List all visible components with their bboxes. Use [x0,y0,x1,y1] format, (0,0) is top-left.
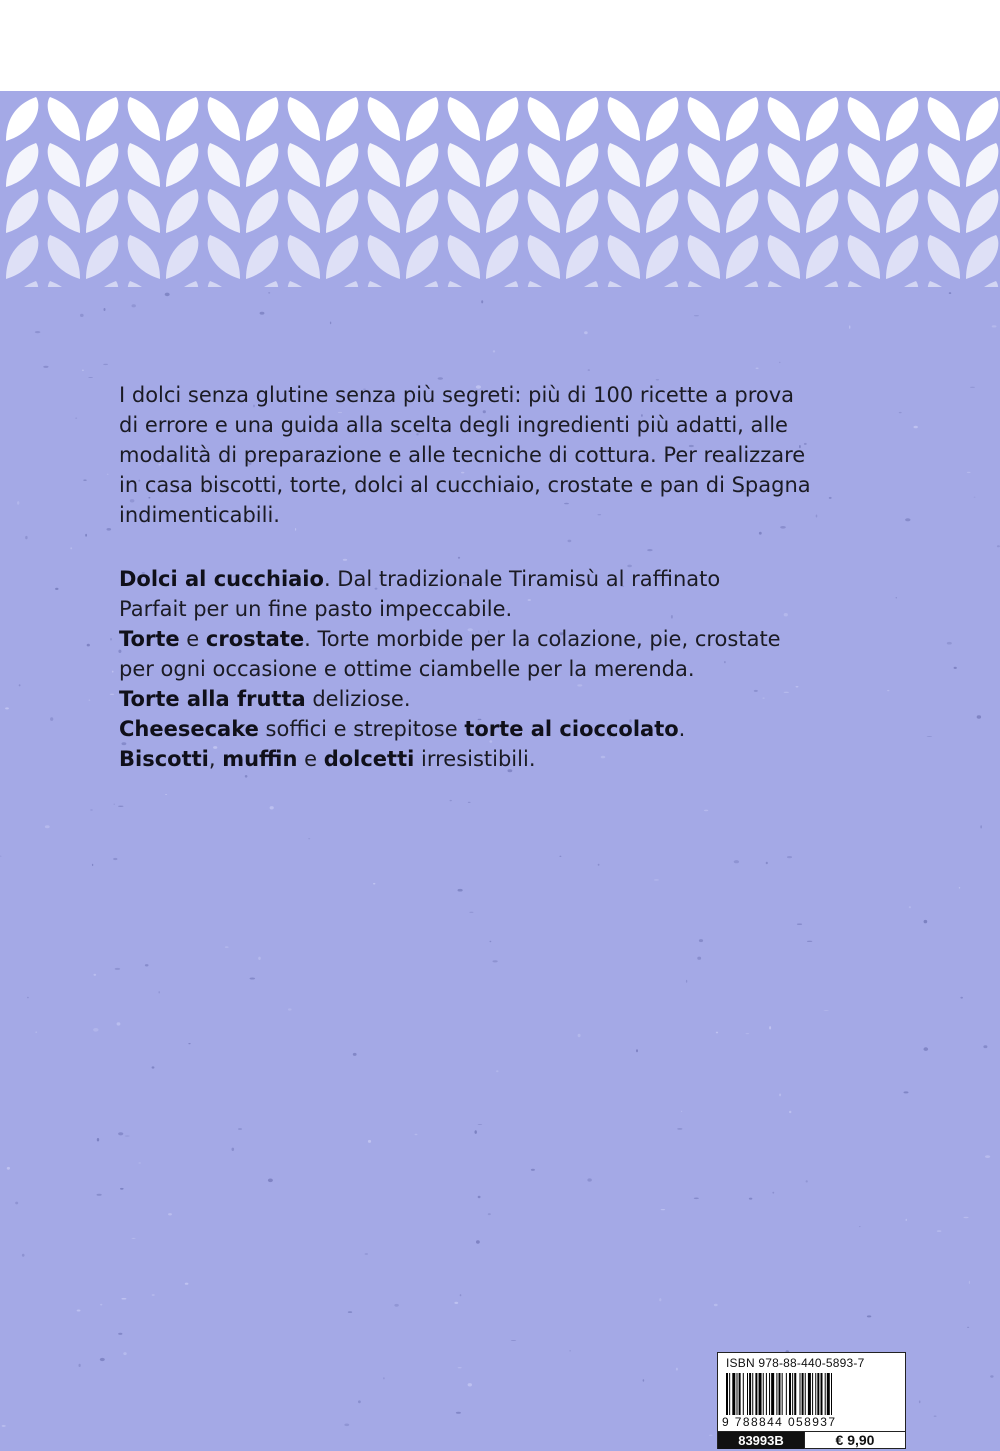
category-text: . Dal tradizionale Tiramisù al raffinato [323,567,721,591]
paper-fleck [125,1136,130,1137]
paper-fleck [746,1033,750,1034]
paper-fleck [699,939,703,942]
category-text: Parfait per un fine pasto impeccabile. [119,597,513,621]
barcode-bar [743,1373,744,1415]
code-price-row [718,1431,905,1449]
paper-fleck [365,1253,368,1254]
paper-fleck [89,700,91,701]
paper-fleck [909,906,911,908]
paper-fleck [188,1043,190,1044]
paper-fleck [238,1128,242,1130]
paper-fleck [152,1066,155,1068]
paper-fleck [824,1010,829,1011]
paper-fleck [107,474,109,475]
category-line [119,624,919,654]
paper-fleck [654,879,659,881]
category-bold: Torte alla frutta [119,687,306,711]
paper-fleck [756,368,759,370]
category-line [119,654,919,684]
paper-fleck [468,1383,472,1386]
paper-fleck [714,1304,718,1306]
category-bold: dolcetti [323,747,415,771]
paper-fleck [531,1169,535,1171]
paper-fleck [348,1311,352,1313]
paper-fleck [97,1194,102,1196]
paper-fleck [779,362,780,363]
paper-fleck [368,1140,371,1143]
paper-fleck [716,1032,718,1034]
paper-fleck [145,964,149,966]
paper-fleck [165,794,167,795]
paper-fleck [789,1111,791,1113]
paper-fleck [488,1213,491,1215]
paper-fleck [112,671,114,673]
paper-fleck [963,1217,968,1218]
paper-fleck [676,1368,678,1371]
category-text: irresistibili. [414,747,536,771]
paper-fleck [797,924,802,925]
paper-fleck [934,1416,937,1417]
isbn-number: ISBN 978-88-440-5893-7 [726,1356,865,1370]
paper-fleck [704,810,708,812]
barcode-bar [771,1373,774,1415]
paper-fleck [50,717,53,721]
paper-fleck [165,293,170,297]
category-bold: crostate [205,627,305,651]
barcode-bar [808,1373,811,1415]
paper-fleck [511,1340,516,1341]
paper-fleck [460,1294,462,1296]
barcode-bar [749,1373,751,1415]
paper-fleck [7,1167,10,1170]
paper-fleck [92,864,93,866]
paper-fleck [0,856,2,857]
paper-fleck [983,1045,987,1048]
paper-fleck [104,308,106,311]
paper-fleck [588,369,590,370]
category-text: per ogni occasione e ottime ciambelle per la merenda. [119,657,695,681]
paper-fleck [458,1367,462,1368]
barcode-bar [821,1373,823,1415]
paper-fleck [734,860,739,863]
paper-fleck [967,1327,969,1328]
paper-fleck [779,1094,781,1097]
category-text: deliziose. [305,687,411,711]
paper-fleck [949,292,952,294]
barcode-bar [805,1373,806,1415]
paper-fleck [490,941,492,942]
category-bold: Torte [119,627,180,651]
paper-fleck [578,1034,581,1037]
barcode-bar [747,1373,748,1415]
paper-fleck [749,1198,752,1200]
category-text: . Torte morbide per la colazione, pie, crostate [304,627,781,651]
barcode-bar [800,1373,801,1415]
paper-fleck [807,941,812,942]
paper-fleck [2,1425,6,1426]
paper-fleck [358,1400,361,1403]
paper-fleck [117,1022,121,1025]
paper-fleck [478,1196,481,1198]
paper-fleck [937,1230,942,1232]
barcode-bar [732,1373,735,1415]
paper-fleck [481,300,483,303]
paper-fleck [450,800,452,801]
paper-fleck [27,997,29,999]
paper-fleck [383,1377,385,1379]
barcode-bar [759,1373,762,1415]
paper-fleck [159,991,160,993]
paper-fleck [100,1358,105,1361]
paper-fleck [25,536,27,539]
paper-fleck [686,980,687,983]
paper-fleck [258,957,261,960]
paper-fleck [967,472,971,473]
paper-fleck [454,1302,458,1304]
barcode-bar [792,1373,793,1415]
paper-fleck [75,418,77,419]
paper-fleck [927,736,932,737]
paper-fleck [268,1179,273,1183]
paper-fleck [587,1178,591,1181]
paper-fleck [35,1032,37,1033]
paper-fleck [121,1298,126,1300]
intro-paragraph: I dolci senza glutine senza più segreti: più di 100 ricette a prova di errore e una guida alla scelta degli ingredienti più adatti, alle modalità di preparazione e alle tecniche di cottura. Per realizzare in casa biscotti, torte, dolci al cucchiaio, crostate e pan di Spagna indimenticabili. [119,383,811,527]
paper-fleck [152,1294,155,1296]
paper-fleck [677,1128,682,1130]
paper-fleck [977,715,981,718]
category-line [119,564,919,594]
paper-fleck [959,887,960,889]
price-tag: € 9,90 [804,1432,905,1449]
paper-fleck [70,547,72,549]
paper-fleck [697,957,701,960]
paper-fleck [661,1209,666,1210]
paper-fleck [103,364,108,365]
paper-fleck [107,528,112,531]
category-bold: Dolci al cucchiaio [119,567,324,591]
paper-fleck [83,479,86,481]
category-line [119,714,919,744]
paper-fleck [5,707,9,709]
paper-fleck [185,1283,189,1285]
paper-fleck [113,858,117,860]
paper-fleck [270,806,274,809]
paper-fleck [288,1008,292,1010]
paper-fleck [114,804,115,805]
barcode-bar [769,1373,770,1415]
product-code: 83993B [718,1432,804,1449]
paper-fleck [118,1333,122,1335]
paper-fleck [93,1028,98,1032]
paper-fleck [110,638,111,641]
paper-fleck [118,806,123,807]
paper-fleck [15,1202,18,1205]
barcode-bar [782,1373,783,1415]
paper-fleck [268,292,270,293]
paper-fleck [906,1219,908,1221]
barcode-bar [812,1373,813,1415]
paper-fleck [110,694,114,695]
paper-fleck [478,1124,483,1125]
description [119,380,919,774]
paper-fleck [115,968,120,970]
category-text: e [297,747,324,771]
paper-fleck [232,1148,235,1151]
barcode-bar [827,1373,830,1415]
paper-fleck [559,856,561,857]
paper-fleck [245,775,248,778]
paper-fleck [468,802,471,803]
paper-fleck [659,1298,661,1301]
barcode-bar [789,1373,791,1415]
paper-fleck [79,1364,81,1367]
paper-fleck [570,1350,571,1352]
paper-fleck [19,684,21,686]
paper-fleck [990,1375,993,1377]
paper-fleck [94,974,97,976]
paper-fleck [82,370,84,372]
paper-fleck [859,1226,861,1227]
barcode-digits: 9 788844 058937 [722,1415,837,1429]
paper-fleck [17,501,19,505]
category-bold: torte al cioccolato [464,717,679,741]
paper-fleck [960,997,963,999]
category-text: soffici e strepitose [258,717,465,741]
category-bold: muffin [222,747,298,771]
paper-fleck [681,1111,682,1112]
paper-fleck [344,1424,349,1427]
barcode-bar [752,1373,753,1415]
barcode-label [717,1352,906,1449]
paper-fleck [496,1070,498,1072]
paper-fleck [787,856,792,858]
paper-fleck [947,642,952,645]
top-white-margin [0,0,1000,91]
paper-fleck [90,810,93,811]
barcode-bar [831,1373,832,1415]
paper-fleck [970,387,975,388]
barcode-bar [755,1373,757,1415]
paper-fleck [132,304,136,307]
paper-fleck [308,838,310,839]
paper-fleck [997,545,1000,547]
barcode-bar [794,1373,796,1415]
paper-fleck [225,947,229,948]
paper-fleck [475,1130,477,1134]
paper-fleck [138,1163,141,1164]
paper-fleck [974,497,976,498]
paper-fleck [80,314,84,317]
barcode-bars [724,1373,899,1415]
paper-fleck [476,1240,480,1243]
paper-fleck [458,889,463,892]
paper-fleck [924,920,928,923]
paper-fleck [88,377,93,378]
paper-fleck [709,1435,713,1436]
paper-fleck [123,1352,126,1355]
paper-fleck [87,644,90,647]
barcode-bar [737,1373,738,1415]
paper-fleck [120,1188,124,1190]
paper-fleck [694,315,699,316]
barcode-bar [739,1373,741,1415]
barcode-bar [802,1373,804,1415]
paper-fleck [919,1400,921,1403]
paper-fleck [456,1412,461,1414]
category-bold: Cheesecake [119,717,259,741]
paper-fleck [981,825,982,828]
barcode-bar [815,1373,816,1415]
paper-fleck [55,588,58,590]
paper-fleck [849,325,850,328]
paper-fleck [168,1213,172,1215]
paper-fleck [250,978,256,980]
recipe-categories [119,564,919,774]
paper-fleck [584,331,588,334]
paper-fleck [772,1192,774,1194]
paper-fleck [769,1026,771,1029]
paper-fleck [394,1304,398,1307]
paper-fleck [904,1091,909,1093]
paper-fleck [45,825,50,828]
paper-fleck [969,1281,970,1284]
paper-fleck [694,1198,699,1200]
barcode-bar [726,1373,728,1415]
paper-fleck [43,366,48,368]
paper-fleck [35,331,41,333]
paper-fleck [85,534,87,537]
paper-fleck [636,1049,638,1052]
paper-fleck [992,325,997,327]
paper-fleck [924,1047,929,1051]
category-line [119,594,919,624]
category-text: e [179,627,206,651]
paper-fleck [260,312,265,315]
paper-fleck [766,862,768,864]
category-text: . [678,717,686,741]
barcode-bar [779,1373,781,1415]
paper-fleck [77,1310,81,1312]
paper-fleck [353,1053,357,1056]
paper-fleck [493,350,495,352]
barcode-bar [786,1373,787,1415]
paper-fleck [118,1132,123,1135]
barcode-bar [766,1373,767,1415]
category-line [119,684,919,714]
paper-fleck [954,667,957,669]
barcode-bar [825,1373,826,1415]
paper-fleck [867,1315,871,1317]
paper-fleck [22,1254,25,1257]
paper-fleck [985,1155,990,1158]
paper-fleck [492,960,497,962]
barcode-bar [729,1373,730,1415]
paper-fleck [643,1379,645,1382]
paper-fleck [469,912,473,913]
category-bold: Biscotti [119,747,209,771]
paper-fleck [330,322,331,325]
category-text: , [208,747,223,771]
paper-fleck [132,1238,136,1239]
barcode-bar [776,1373,777,1415]
paper-fleck [100,1304,102,1306]
paper-fleck [598,864,600,866]
paper-fleck [806,1180,808,1182]
barcode-bar [763,1373,764,1415]
paper-fleck [415,1134,418,1135]
barcode-bar [817,1373,819,1415]
category-line [119,744,919,774]
paper-fleck [373,883,375,885]
back-cover [0,91,1000,1451]
paper-fleck [97,1138,99,1141]
